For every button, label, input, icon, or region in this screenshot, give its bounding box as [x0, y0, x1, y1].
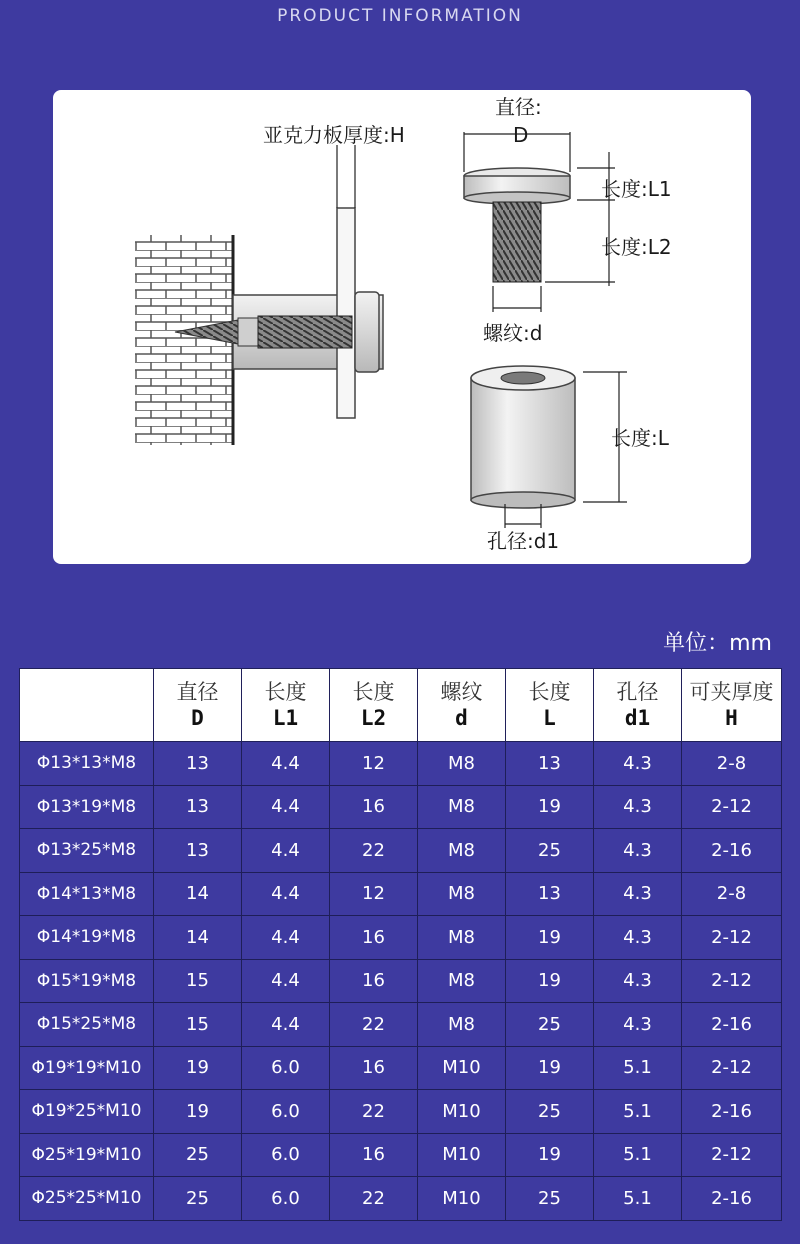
cell-l: 19	[506, 1133, 594, 1177]
cell-thread: M8	[418, 1003, 506, 1047]
cell-l1: 4.4	[242, 1003, 330, 1047]
cell-thread: M8	[418, 785, 506, 829]
cell-thread: M10	[418, 1090, 506, 1134]
cell-l1: 6.0	[242, 1133, 330, 1177]
cell-l1: 4.4	[242, 785, 330, 829]
cell-l: 25	[506, 1177, 594, 1221]
cell-h: 2-12	[682, 959, 782, 1003]
cell-model: Φ14*19*M8	[20, 916, 154, 960]
thread-dimension	[493, 286, 541, 312]
cell-d1: 5.1	[594, 1177, 682, 1221]
cell-l1: 4.4	[242, 742, 330, 786]
cell-thread: M10	[418, 1046, 506, 1090]
cell-l2: 12	[330, 872, 418, 916]
table-row	[20, 1090, 782, 1134]
spec-table	[19, 668, 782, 1221]
cell-model: Φ13*25*M8	[20, 829, 154, 873]
cell-h: 2-8	[682, 872, 782, 916]
cell-model: Φ15*25*M8	[20, 1003, 154, 1047]
cell-l: 19	[506, 785, 594, 829]
cell-l: 25	[506, 1090, 594, 1134]
cell-l1: 4.4	[242, 829, 330, 873]
cap-bolt	[464, 168, 570, 282]
cell-l: 13	[506, 742, 594, 786]
cell-l2: 16	[330, 1046, 418, 1090]
cell-h: 2-12	[682, 916, 782, 960]
table-row	[20, 1133, 782, 1177]
cell-l1: 4.4	[242, 872, 330, 916]
cell-d1: 4.3	[594, 829, 682, 873]
header-clamp-thickness: 可夹厚度 H	[682, 669, 782, 742]
cell-d1: 4.3	[594, 1003, 682, 1047]
cell-h: 2-16	[682, 1177, 782, 1221]
cell-d1: 4.3	[594, 785, 682, 829]
header-length-l2: 长度 L2	[330, 669, 418, 742]
cell-l: 19	[506, 1046, 594, 1090]
acrylic-thickness-label: 亚克力板厚度:H	[263, 123, 405, 147]
cell-diameter: 15	[154, 959, 242, 1003]
cell-thread: M8	[418, 829, 506, 873]
table-row	[20, 785, 782, 829]
cell-model: Φ14*13*M8	[20, 872, 154, 916]
cell-diameter: 13	[154, 785, 242, 829]
table-row	[20, 742, 782, 786]
cell-l2: 22	[330, 829, 418, 873]
cell-l1: 6.0	[242, 1090, 330, 1134]
cell-thread: M10	[418, 1133, 506, 1177]
cell-l1: 4.4	[242, 959, 330, 1003]
cell-model: Φ19*19*M10	[20, 1046, 154, 1090]
table-row	[20, 1046, 782, 1090]
thickness-dimension	[337, 145, 355, 208]
cell-diameter: 25	[154, 1177, 242, 1221]
cell-diameter: 19	[154, 1090, 242, 1134]
table-header-row	[20, 669, 782, 742]
table-row	[20, 916, 782, 960]
cell-h: 2-16	[682, 1003, 782, 1047]
cell-h: 2-16	[682, 1090, 782, 1134]
cap-side-view	[355, 292, 379, 372]
cell-model: Φ25*25*M10	[20, 1177, 154, 1221]
unit-label: 单位：mm	[663, 631, 772, 656]
cell-model: Φ15*19*M8	[20, 959, 154, 1003]
cell-l1: 6.0	[242, 1177, 330, 1221]
cell-h: 2-12	[682, 1046, 782, 1090]
table-row	[20, 1177, 782, 1221]
cell-l2: 16	[330, 785, 418, 829]
cell-l2: 12	[330, 742, 418, 786]
table-row	[20, 829, 782, 873]
header-length-l1: 长度 L1	[242, 669, 330, 742]
cell-diameter: 14	[154, 872, 242, 916]
cell-model: Φ25*19*M10	[20, 1133, 154, 1177]
cell-d1: 5.1	[594, 1046, 682, 1090]
diameter-title-label: 直径:	[495, 95, 542, 119]
cell-l: 25	[506, 829, 594, 873]
cell-d1: 4.3	[594, 872, 682, 916]
cell-diameter: 14	[154, 916, 242, 960]
length-l2-label: 长度:L2	[601, 235, 672, 259]
cell-diameter: 13	[154, 742, 242, 786]
length-l-label: 长度:L	[611, 426, 669, 450]
header-hole: 孔径 d1	[594, 669, 682, 742]
cell-h: 2-8	[682, 742, 782, 786]
header-model	[20, 669, 154, 742]
cell-l1: 4.4	[242, 916, 330, 960]
cell-model: Φ13*19*M8	[20, 785, 154, 829]
cell-thread: M8	[418, 742, 506, 786]
cell-thread: M8	[418, 872, 506, 916]
cell-d1: 4.3	[594, 742, 682, 786]
cell-l2: 16	[330, 1133, 418, 1177]
cell-h: 2-16	[682, 829, 782, 873]
cell-diameter: 15	[154, 1003, 242, 1047]
table-row	[20, 959, 782, 1003]
acrylic-plate	[337, 208, 355, 418]
page-title: PRODUCT INFORMATION	[277, 6, 523, 26]
cell-thread: M10	[418, 1177, 506, 1221]
cell-l2: 22	[330, 1003, 418, 1047]
length-l1-label: 长度:L1	[601, 177, 672, 201]
cell-diameter: 19	[154, 1046, 242, 1090]
cell-d1: 5.1	[594, 1133, 682, 1177]
cell-h: 2-12	[682, 785, 782, 829]
header-length-l: 长度 L	[506, 669, 594, 742]
sleeve	[471, 366, 575, 508]
cell-l1: 6.0	[242, 1046, 330, 1090]
cell-l: 25	[506, 1003, 594, 1047]
cell-l2: 16	[330, 916, 418, 960]
cell-l2: 16	[330, 959, 418, 1003]
product-diagram	[53, 90, 751, 564]
cell-l2: 22	[330, 1177, 418, 1221]
assembly-drawing	[53, 90, 751, 564]
cell-diameter: 13	[154, 829, 242, 873]
cell-d1: 4.3	[594, 916, 682, 960]
thread-label: 螺纹:d	[483, 321, 543, 345]
cell-diameter: 25	[154, 1133, 242, 1177]
cell-d1: 5.1	[594, 1090, 682, 1134]
diameter-symbol-label: D	[513, 123, 529, 147]
cell-d1: 4.3	[594, 959, 682, 1003]
cell-thread: M8	[418, 916, 506, 960]
cell-l2: 22	[330, 1090, 418, 1134]
header-thread: 螺纹 d	[418, 669, 506, 742]
hole-diameter-label: 孔径:d1	[487, 529, 560, 553]
cell-thread: M8	[418, 959, 506, 1003]
table-row	[20, 1003, 782, 1047]
table-row	[20, 872, 782, 916]
cell-l: 19	[506, 959, 594, 1003]
cell-l: 19	[506, 916, 594, 960]
cell-h: 2-12	[682, 1133, 782, 1177]
cell-l: 13	[506, 872, 594, 916]
header-diameter: 直径 D	[154, 669, 242, 742]
cell-model: Φ19*25*M10	[20, 1090, 154, 1134]
cell-model: Φ13*13*M8	[20, 742, 154, 786]
